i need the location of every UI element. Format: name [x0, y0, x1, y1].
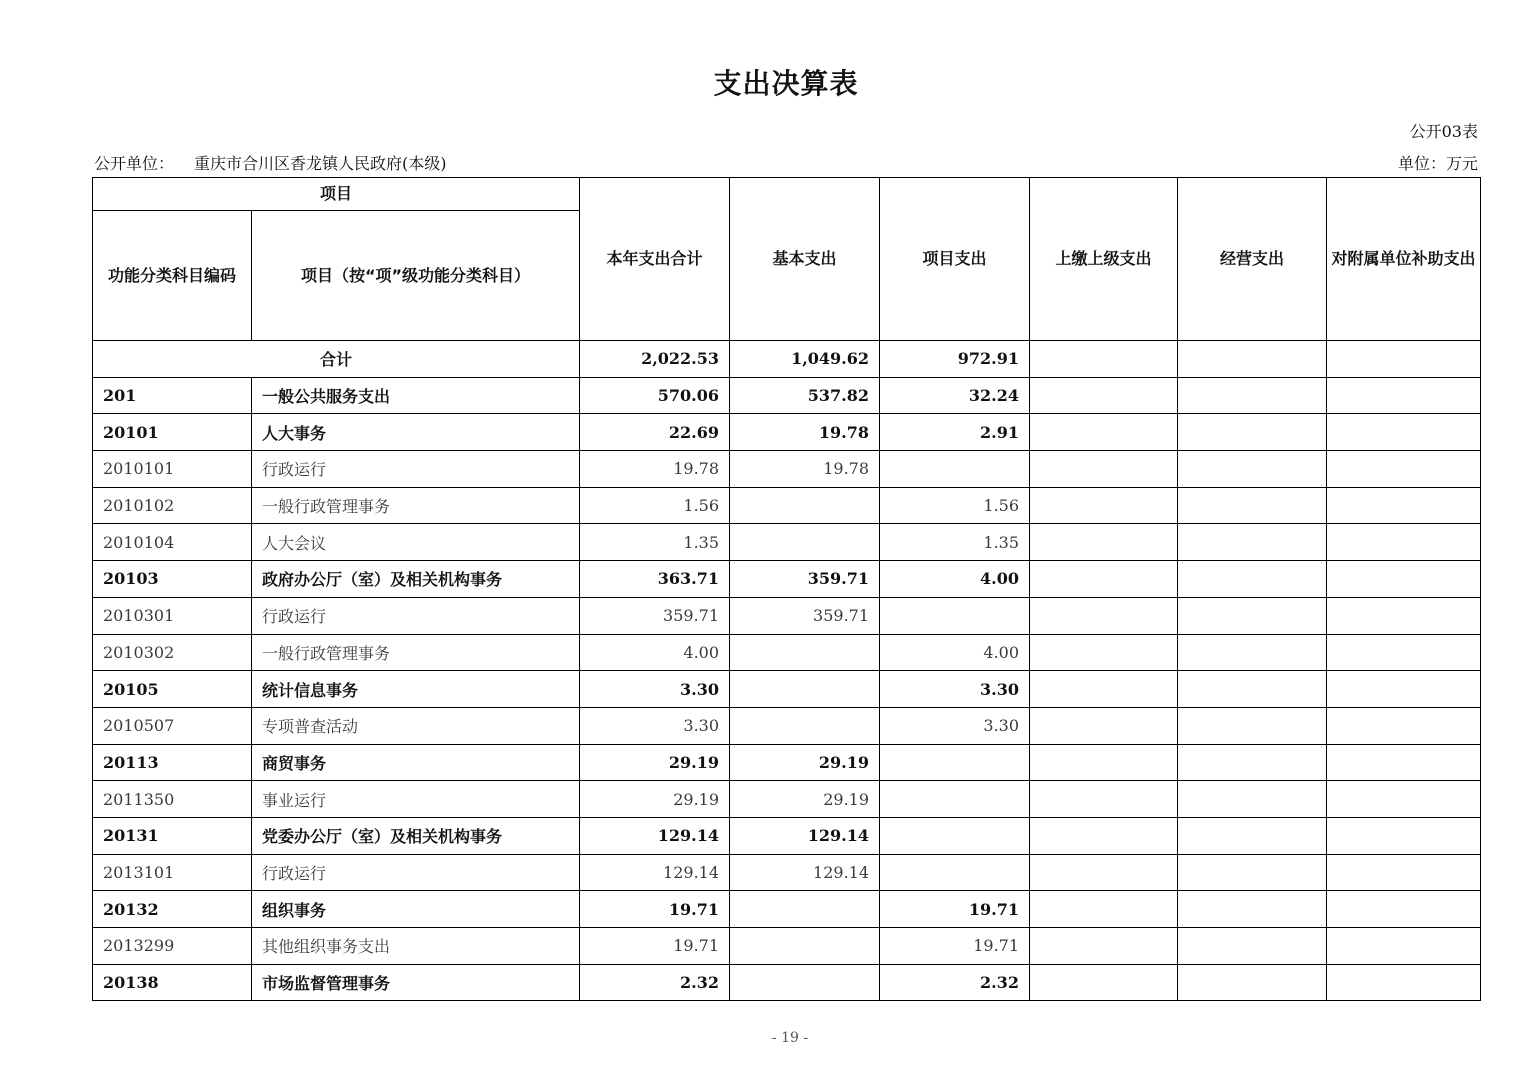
- total-cell: 1.35: [580, 524, 730, 561]
- subsidy-cell: [1327, 891, 1481, 928]
- business-cell: [1178, 451, 1327, 488]
- total-cell: 129.14: [580, 817, 730, 854]
- basic-cell: 29.19: [730, 781, 880, 818]
- upper-cell: [1030, 891, 1178, 928]
- subsidy-cell: [1327, 524, 1481, 561]
- business-cell: [1178, 964, 1327, 1001]
- basic-cell: [730, 634, 880, 671]
- table-row: [93, 781, 1481, 818]
- basic-cell: [730, 928, 880, 965]
- subsidy-cell: [1327, 451, 1481, 488]
- basic-cell: [730, 671, 880, 708]
- subsidy-cell: [1327, 597, 1481, 634]
- business-cell: [1178, 891, 1327, 928]
- business-cell: [1178, 744, 1327, 781]
- basic-cell: [730, 524, 880, 561]
- business-cell: [1178, 597, 1327, 634]
- table-row: [93, 854, 1481, 891]
- business-cell: [1178, 524, 1327, 561]
- basic-cell: [730, 487, 880, 524]
- subsidy-cell: [1327, 377, 1481, 414]
- name-cell: 行政运行: [252, 451, 580, 488]
- subsidy-cell: [1327, 854, 1481, 891]
- project-cell: 32.24: [880, 377, 1030, 414]
- header-subsidy: 对附属单位补助支出: [1327, 178, 1481, 341]
- table-row: [93, 524, 1481, 561]
- subsidy-cell: [1327, 634, 1481, 671]
- table-row: [93, 634, 1481, 671]
- total-project: 972.91: [880, 341, 1030, 378]
- subsidy-cell: [1327, 671, 1481, 708]
- basic-cell: 359.71: [730, 597, 880, 634]
- code-cell: 20103: [93, 561, 252, 598]
- upper-cell: [1030, 781, 1178, 818]
- name-cell: 行政运行: [252, 854, 580, 891]
- header-project-expense: 项目支出: [880, 178, 1030, 341]
- table-row: [93, 964, 1481, 1001]
- upper-cell: [1030, 707, 1178, 744]
- table-row: [93, 891, 1481, 928]
- code-cell: 201: [93, 377, 252, 414]
- code-cell: 2011350: [93, 781, 252, 818]
- basic-cell: 129.14: [730, 817, 880, 854]
- code-cell: 2010301: [93, 597, 252, 634]
- organization-name: 重庆市合川区香龙镇人民政府(本级): [194, 154, 447, 173]
- business-cell: [1178, 707, 1327, 744]
- basic-cell: [730, 891, 880, 928]
- name-cell: 组织事务: [252, 891, 580, 928]
- basic-cell: 537.82: [730, 377, 880, 414]
- code-cell: 20105: [93, 671, 252, 708]
- project-cell: 2.32: [880, 964, 1030, 1001]
- subsidy-cell: [1327, 744, 1481, 781]
- upper-cell: [1030, 671, 1178, 708]
- total-cell: 2.32: [580, 964, 730, 1001]
- total-cell: 570.06: [580, 377, 730, 414]
- code-cell: 2013299: [93, 928, 252, 965]
- total-cell: 3.30: [580, 671, 730, 708]
- form-number: 公开03表: [1409, 122, 1478, 141]
- project-cell: [880, 781, 1030, 818]
- table-row: [93, 451, 1481, 488]
- project-cell: 4.00: [880, 634, 1030, 671]
- upper-cell: [1030, 744, 1178, 781]
- project-cell: 3.30: [880, 671, 1030, 708]
- upper-cell: [1030, 817, 1178, 854]
- name-cell: 专项普查活动: [252, 707, 580, 744]
- project-cell: [880, 817, 1030, 854]
- name-cell: 一般行政管理事务: [252, 487, 580, 524]
- header-code: 功能分类科目编码: [93, 211, 252, 341]
- business-cell: [1178, 928, 1327, 965]
- page-title: 支出决算表: [713, 67, 859, 100]
- upper-cell: [1030, 451, 1178, 488]
- code-cell: 2010507: [93, 707, 252, 744]
- project-cell: 1.35: [880, 524, 1030, 561]
- business-cell: [1178, 377, 1327, 414]
- basic-cell: 359.71: [730, 561, 880, 598]
- name-cell: 人大会议: [252, 524, 580, 561]
- business-cell: [1178, 414, 1327, 451]
- project-cell: 3.30: [880, 707, 1030, 744]
- table-row: [93, 597, 1481, 634]
- subsidy-cell: [1327, 817, 1481, 854]
- upper-cell: [1030, 928, 1178, 965]
- table-row: [93, 817, 1481, 854]
- subsidy-cell: [1327, 707, 1481, 744]
- header-name: 项目（按“项”级功能分类科目）: [252, 211, 580, 341]
- total-upper: [1030, 341, 1178, 378]
- upper-cell: [1030, 597, 1178, 634]
- business-cell: [1178, 854, 1327, 891]
- total-cell: 4.00: [580, 634, 730, 671]
- upper-cell: [1030, 524, 1178, 561]
- code-cell: 20138: [93, 964, 252, 1001]
- basic-cell: [730, 707, 880, 744]
- name-cell: 商贸事务: [252, 744, 580, 781]
- header-business: 经营支出: [1178, 178, 1327, 341]
- project-cell: [880, 451, 1030, 488]
- project-cell: 19.71: [880, 928, 1030, 965]
- upper-cell: [1030, 634, 1178, 671]
- subsidy-cell: [1327, 414, 1481, 451]
- basic-cell: [730, 964, 880, 1001]
- table-row: [93, 414, 1481, 451]
- header-project: 项目: [93, 178, 580, 211]
- total-cell: 359.71: [580, 597, 730, 634]
- unit-line: [94, 151, 447, 174]
- total-cell: 3.30: [580, 707, 730, 744]
- name-cell: 政府办公厅（室）及相关机构事务: [252, 561, 580, 598]
- code-cell: 20132: [93, 891, 252, 928]
- header-total: 本年支出合计: [580, 178, 730, 341]
- upper-cell: [1030, 377, 1178, 414]
- business-cell: [1178, 634, 1327, 671]
- upper-cell: [1030, 561, 1178, 598]
- upper-cell: [1030, 854, 1178, 891]
- subsidy-cell: [1327, 561, 1481, 598]
- unit-label: 公开单位：: [94, 154, 175, 173]
- name-cell: 人大事务: [252, 414, 580, 451]
- upper-cell: [1030, 487, 1178, 524]
- basic-cell: 129.14: [730, 854, 880, 891]
- name-cell: 行政运行: [252, 597, 580, 634]
- project-cell: 19.71: [880, 891, 1030, 928]
- name-cell: 市场监督管理事务: [252, 964, 580, 1001]
- business-cell: [1178, 561, 1327, 598]
- subsidy-cell: [1327, 964, 1481, 1001]
- total-business: [1178, 341, 1327, 378]
- table-row: [93, 377, 1481, 414]
- project-cell: [880, 854, 1030, 891]
- code-cell: 2010104: [93, 524, 252, 561]
- code-cell: 2010102: [93, 487, 252, 524]
- table-row: [93, 561, 1481, 598]
- subsidy-cell: [1327, 781, 1481, 818]
- total-cell: 129.14: [580, 854, 730, 891]
- name-cell: 统计信息事务: [252, 671, 580, 708]
- name-cell: 一般公共服务支出: [252, 377, 580, 414]
- name-cell: 事业运行: [252, 781, 580, 818]
- table-row: [93, 671, 1481, 708]
- total-label: 合计: [93, 341, 580, 378]
- header-basic: 基本支出: [730, 178, 880, 341]
- code-cell: 2010302: [93, 634, 252, 671]
- total-basic: 1,049.62: [730, 341, 880, 378]
- total-row: [93, 341, 1481, 378]
- basic-cell: 29.19: [730, 744, 880, 781]
- total-cell: 22.69: [580, 414, 730, 451]
- total-subsidy: [1327, 341, 1481, 378]
- business-cell: [1178, 817, 1327, 854]
- business-cell: [1178, 671, 1327, 708]
- name-cell: 其他组织事务支出: [252, 928, 580, 965]
- total-cell: 29.19: [580, 744, 730, 781]
- total-cell: 363.71: [580, 561, 730, 598]
- upper-cell: [1030, 414, 1178, 451]
- total-cell: 29.19: [580, 781, 730, 818]
- expenditure-table: [92, 177, 1481, 1001]
- total-cell: 19.71: [580, 891, 730, 928]
- business-cell: [1178, 487, 1327, 524]
- total-cell: 19.71: [580, 928, 730, 965]
- code-cell: 20101: [93, 414, 252, 451]
- project-cell: 1.56: [880, 487, 1030, 524]
- header-upper: 上缴上级支出: [1030, 178, 1178, 341]
- total-cell: 19.78: [580, 451, 730, 488]
- subsidy-cell: [1327, 487, 1481, 524]
- project-cell: 4.00: [880, 561, 1030, 598]
- code-cell: 20131: [93, 817, 252, 854]
- name-cell: 党委办公厅（室）及相关机构事务: [252, 817, 580, 854]
- business-cell: [1178, 781, 1327, 818]
- project-cell: [880, 597, 1030, 634]
- currency-unit: 单位：万元: [1397, 154, 1478, 173]
- code-cell: 2013101: [93, 854, 252, 891]
- name-cell: 一般行政管理事务: [252, 634, 580, 671]
- table-row: [93, 744, 1481, 781]
- table-row: [93, 707, 1481, 744]
- page-number: - 19 -: [771, 1030, 809, 1046]
- table-row: [93, 487, 1481, 524]
- subsidy-cell: [1327, 928, 1481, 965]
- table-row: [93, 928, 1481, 965]
- basic-cell: 19.78: [730, 451, 880, 488]
- basic-cell: 19.78: [730, 414, 880, 451]
- upper-cell: [1030, 964, 1178, 1001]
- project-cell: [880, 744, 1030, 781]
- total-sum: 2,022.53: [580, 341, 730, 378]
- total-cell: 1.56: [580, 487, 730, 524]
- code-cell: 20113: [93, 744, 252, 781]
- code-cell: 2010101: [93, 451, 252, 488]
- project-cell: 2.91: [880, 414, 1030, 451]
